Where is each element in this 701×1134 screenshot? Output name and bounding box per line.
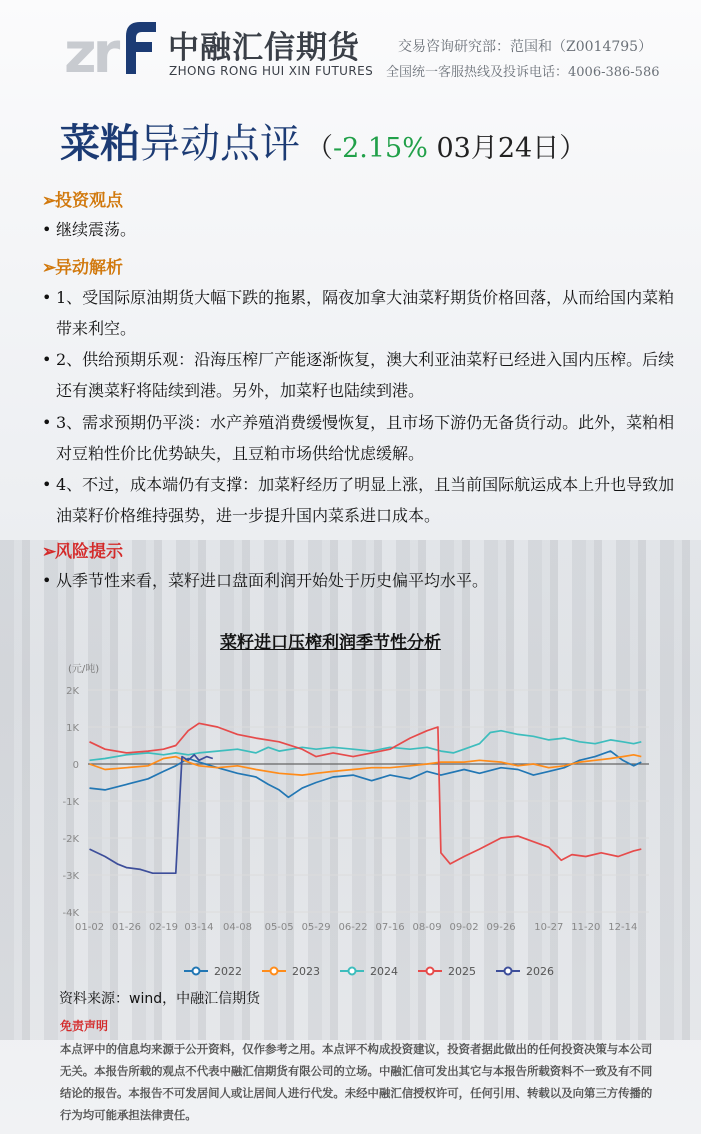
x-tick-label: 11-20 [571,922,601,933]
x-tick-label: 07-16 [375,922,405,933]
list-item [42,214,682,245]
page-title [60,112,586,169]
title-commodity: 菜粕 [60,120,140,167]
company-name-en: ZHONG RONG HUI XIN FUTURES [169,64,374,78]
y-tick-label: -1K [62,797,79,808]
list-item-text: 3、需求预期仍平淡：水产养殖消费缓慢恢复，且市场下游仍无备货行动。此外，菜粕相对豆粕性价比优势缺失，且豆粕市场供给忧虑缓解。 [56,413,675,463]
y-tick-label: 2K [66,686,79,697]
list-item [42,565,682,596]
x-tick-label: 03-14 [184,922,214,933]
legend-marker-2024 [349,968,356,975]
bullet-icon: • [42,413,52,432]
section-title: 风险提示 [55,542,123,562]
chevron-right-icon: ➢ [42,191,57,211]
y-tick-label: -2K [62,834,79,845]
seasonal-profit-chart [54,655,654,985]
x-tick-label: 10-27 [534,922,564,933]
data-source: 资料来源：wind，中融汇信期货 [59,991,261,1007]
y-tick-label: 0 [72,760,79,771]
y-axis-label: (元/吨) [68,664,100,675]
series-line-2022 [90,751,642,797]
list-item-text: 从季节性来看，菜籽进口盘面利润开始处于历史偏平均水平。 [56,571,489,590]
x-tick-label: 06-22 [338,922,368,933]
legend-label-2022: 2022 [214,965,242,978]
series-line-2024 [90,731,642,761]
legend-label-2025: 2025 [448,965,476,978]
series-line-2023 [90,755,642,775]
y-tick-label: -4K [62,908,79,919]
legend-label-2026: 2026 [526,965,554,978]
section-title: 异动解析 [55,258,123,278]
company-logo-mark [64,16,160,80]
title-change-pct: -2.15% [333,133,428,164]
svg-text:zr: zr [64,21,117,80]
list-item [42,407,682,469]
section-investment-view [42,186,123,211]
bullet-icon: • [42,475,52,494]
list-item-text: 2、供给预期乐观：沿海压榨厂产能逐渐恢复，澳大利亚油菜籽已经进入国内压榨。后续还有澳菜籽将陆续到港。另外，加菜籽也陆续到港。 [56,350,675,400]
chart-title: 菜籽进口压榨利润季节性分析 [220,633,441,653]
title-paren-open: （ [306,133,333,164]
list-item-text: 1、受国际原油期货大幅下跌的拖累，隔夜加拿大油菜籽期货价格回落，从而给国内菜粕带来利空。 [56,288,675,338]
legend-marker-2023 [271,968,278,975]
disclaimer-title: 免责声明 [60,1019,109,1033]
title-date: 03月24日） [427,133,587,164]
series-line-2025 [90,723,642,864]
bullet-icon: • [42,350,52,369]
title-subject: 异动点评 [140,121,300,167]
x-tick-label: 09-02 [449,922,479,933]
chevron-right-icon: ➢ [42,258,57,278]
x-tick-label: 09-26 [486,922,516,933]
bullet-icon: • [42,220,52,239]
legend-marker-2026 [505,968,512,975]
bullet-icon: • [42,571,52,590]
header [0,0,701,100]
x-tick-label: 05-29 [301,922,331,933]
company-name-cn: 中融汇信期货 [168,30,360,66]
section-risk [42,537,123,562]
analyst-contact: 交易咨询研究部：范国和（Z0014795） [398,39,653,55]
list-item [42,469,682,531]
x-tick-label: 05-05 [264,922,294,933]
hotline-contact: 全国统一客服热线及投诉电话：4006-386-586 [386,65,660,80]
legend-label-2024: 2024 [370,965,398,978]
x-tick-label: 04-08 [222,922,253,933]
section-analysis [42,253,123,278]
list-item-text: 继续震荡。 [56,220,137,239]
legend-marker-2022 [193,968,200,975]
list-item [42,282,682,344]
y-tick-label: 1K [66,723,79,734]
chevron-right-icon: ➢ [42,542,57,562]
section-title: 投资观点 [55,191,123,211]
list-item [42,344,682,406]
legend-marker-2025 [427,968,434,975]
x-tick-label: 08-09 [412,922,442,933]
x-tick-label: 01-02 [75,922,105,933]
legend-label-2023: 2023 [292,965,320,978]
y-tick-label: -3K [62,871,79,882]
series-line-2026 [90,755,213,873]
disclaimer-text: 本点评中的信息均来源于公开资料，仅作参考之用。本点评不构成投资建议，投资者据此做出的任何投资决策与本公司无关。本报告所载的观点不代表中融汇信期货有限公司的立场。中融汇信可发出其它与本报告所载资料不一致及有不同结论的报告。本报告不可发居间人或让居间人进行代发。未经中融汇信授权许可，任何引用、转载以及向第三方传播的行为均可能承担法律责任。 [60,1042,653,1122]
x-tick-label: 12-14 [608,922,638,933]
list-item-text: 4、不过，成本端仍有支撑：加菜籽经历了明显上涨，且当前国际航运成本上升也导致加油菜籽价格维持强势，进一步提升国内菜系进口成本。 [56,475,675,525]
x-tick-label: 01-26 [111,922,142,933]
bullet-icon: • [42,288,52,307]
x-tick-label: 02-19 [148,922,179,933]
